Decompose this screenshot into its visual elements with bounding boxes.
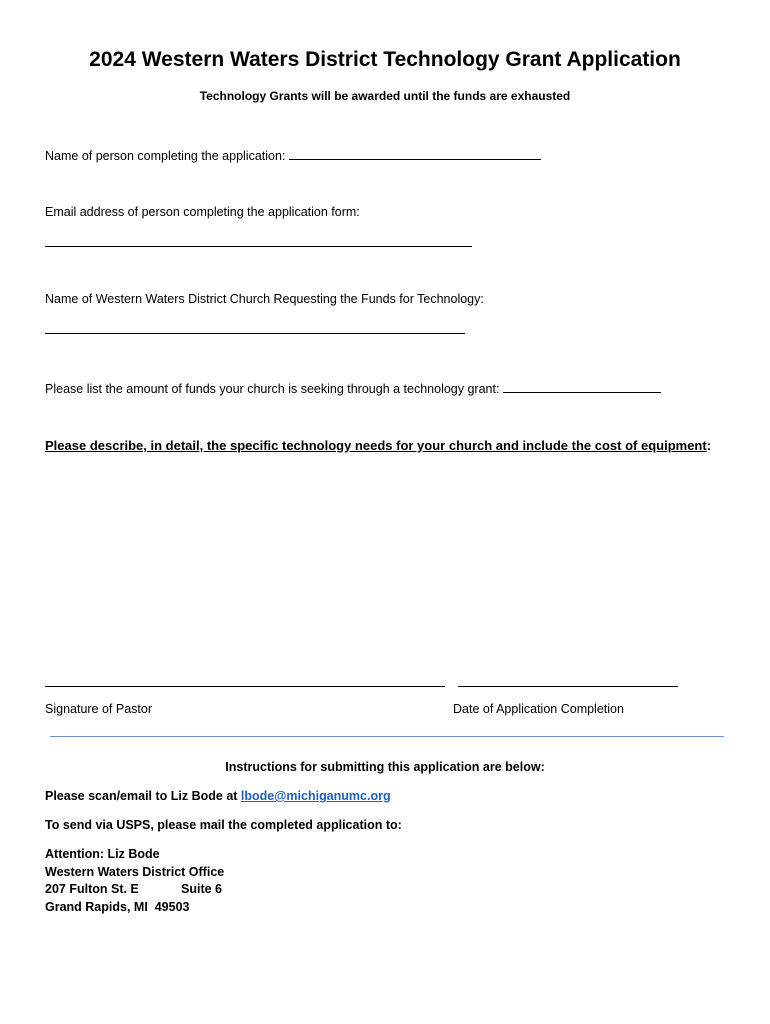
amount-blank[interactable] [503, 380, 661, 393]
form-title: 2024 Western Waters District Technology Grant Application [89, 48, 681, 71]
address-street: 207 Fulton St. E [45, 882, 139, 896]
email-instruction-text: Please scan/email to Liz Bode at [45, 789, 241, 803]
church-name-label: Name of Western Waters District Church Requesting the Funds for Technology: [45, 292, 484, 306]
person-name-label: Name of person completing the application: [45, 149, 286, 163]
describe-prompt [45, 438, 711, 453]
date-label: Date of Application Completion [453, 702, 624, 716]
instructions-heading: Instructions for submitting this application are below: [225, 760, 545, 774]
person-name-blank[interactable] [289, 147, 541, 160]
amount-field [45, 380, 661, 396]
section-divider [50, 736, 724, 737]
email-instruction [45, 789, 391, 803]
address-street-line [45, 881, 224, 899]
pastor-signature-label: Signature of Pastor [45, 702, 153, 716]
describe-prompt-text: Please describe, in detail, the specific technology needs for your church and include the cost of equipment [45, 438, 707, 453]
form-subtitle: Technology Grants will be awarded until the funds are exhausted [199, 89, 571, 103]
describe-colon: : [706, 438, 712, 453]
amount-label: Please list the amount of funds your church is seeking through a technology grant: [45, 382, 500, 396]
address-suite: Suite 6 [181, 882, 222, 896]
email-blank[interactable] [45, 246, 472, 247]
address-office: Western Waters District Office [45, 864, 225, 879]
address-attention: Attention: Liz Bode [45, 847, 160, 861]
person-name-field [45, 147, 541, 163]
usps-instruction: To send via USPS, please mail the completed application to: [45, 818, 402, 832]
email-link[interactable]: lbode@michiganumc.org [240, 789, 391, 803]
date-line[interactable] [458, 686, 678, 687]
pastor-signature-line[interactable] [45, 686, 445, 687]
email-label: Email address of person completing the application form: [45, 205, 360, 219]
church-name-blank[interactable] [45, 333, 465, 334]
mailing-address [45, 846, 224, 916]
address-city: Grand Rapids, MI 49503 [45, 899, 190, 914]
